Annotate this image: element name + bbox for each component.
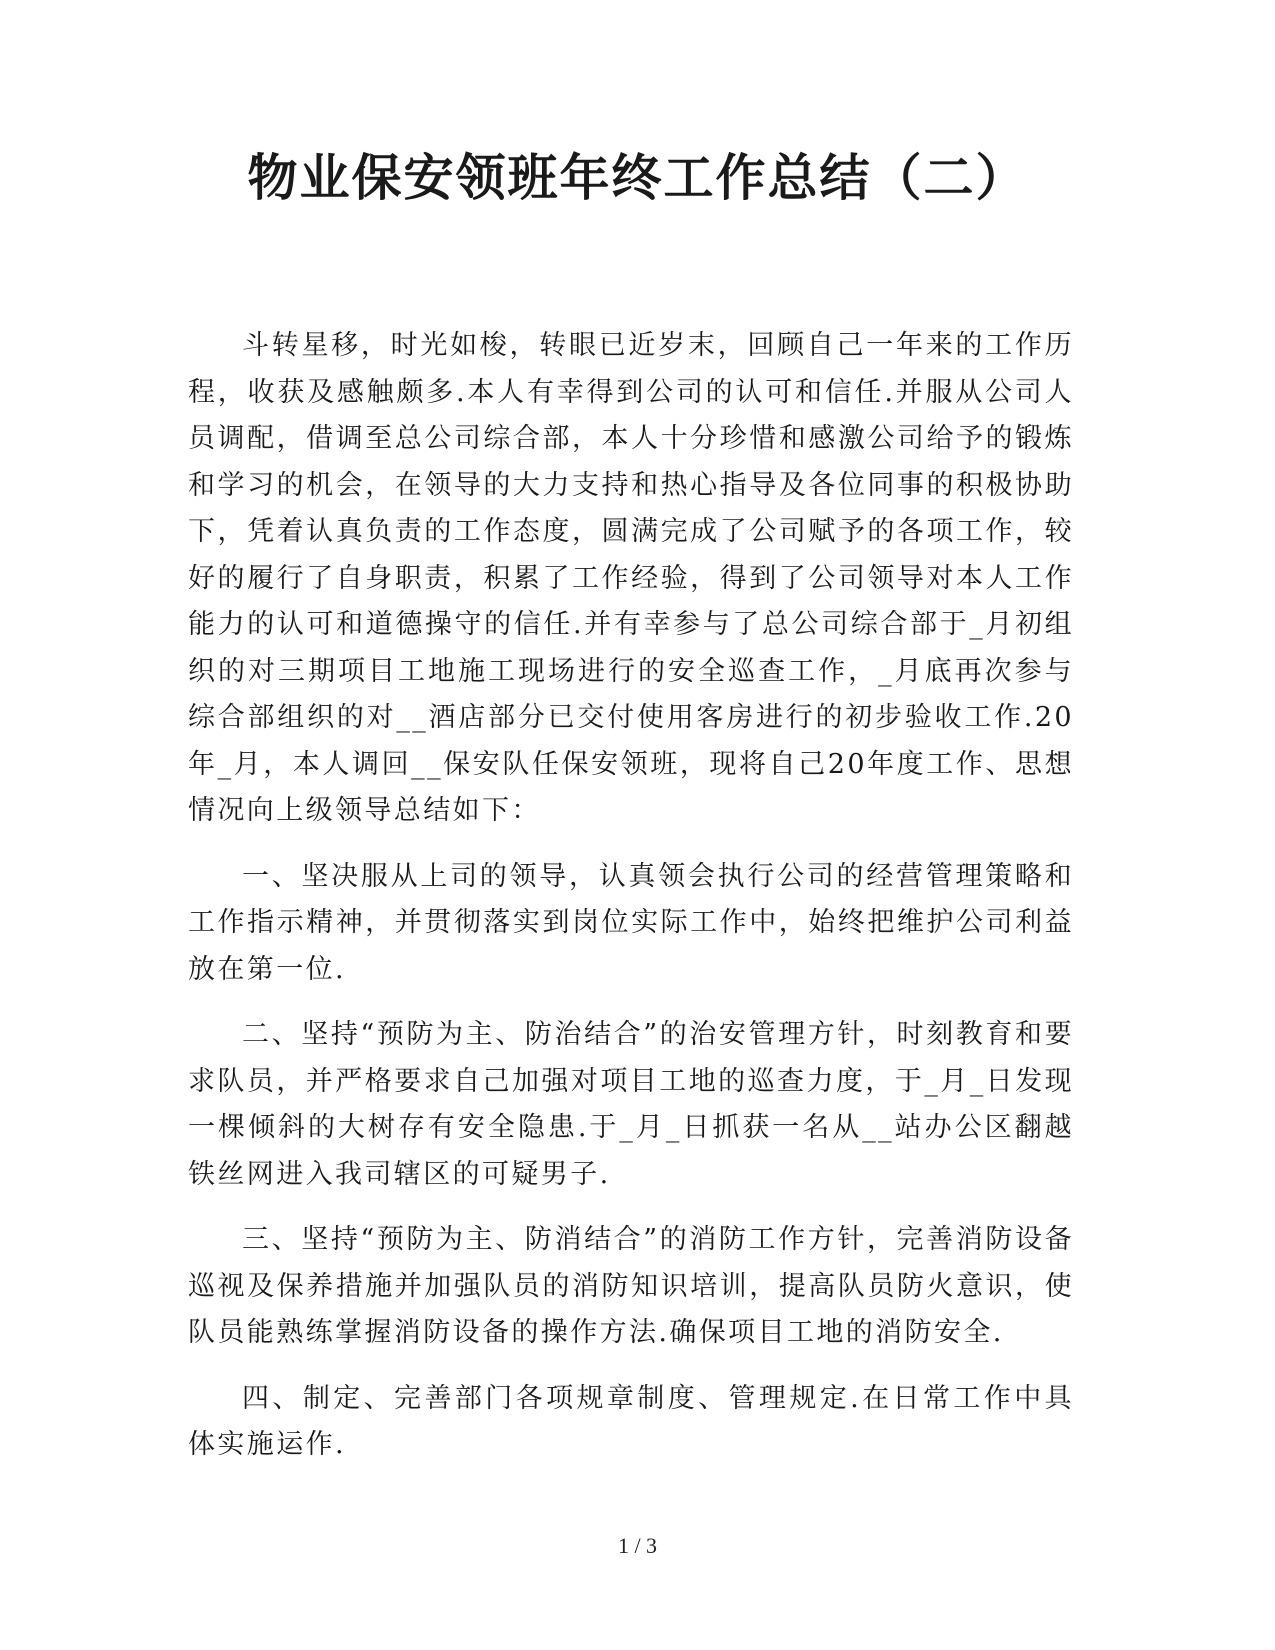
paragraph-intro: 斗转星移，时光如梭，转眼已近岁末，回顾自己一年来的工作历程，收获及感触颇多.本人有幸得到公司的认可和信任.并服从公司人员调配，借调至总公司综合部，本人十分珍惜和感激公司给予的锻炼和学习的机会，在领导的大力支持和热心指导及各位同事的积极协助下，凭着认真负责的工作态度，圆满完成了公司赋予的各项工作，较好的履行了自身职责，积累了工作经验，得到了公司领导对本人工作能力的认可和道德操守的信任.并有幸参与了总公司综合部于_月初组织的对三期项目工地施工现场进行的安全巡查工作，_月底再次参与综合部组织的对__酒店部分已交付使用客房进行的初步验收工作.20年_月，本人调回__保安队任保安领班，现将自己20年度工作、思想情况向上级领导总结如下：	[188, 330, 1074, 826]
document-title: 物业保安领班年终工作总结（二）	[247, 148, 1028, 207]
paragraph-item-1: 一、坚决服从上司的领导，认真领会执行公司的经营管理策略和工作指示精神，并贯彻落实到岗位实际工作中，始终把维护公司利益放在第一位.	[188, 860, 1074, 985]
paragraph-item-3: 三、坚持“预防为主、防消结合”的消防工作方针，完善消防设备巡视及保养措施并加强队员的消防知识培训，提高队员防火意识，使队员能熟练掌握消防设备的操作方法.确保项目工地的消防安全.	[188, 1224, 1074, 1348]
paragraph-item-2: 二、坚持“预防为主、防治结合”的治安管理方针，时刻教育和要求队员，并严格要求自己加强对项目工地的巡查力度，于_月_日发现一棵倾斜的大树存有安全隐患.于_月_日抓获一名从__站办公区翻越铁丝网进入我司辖区的可疑男子.	[188, 1019, 1074, 1190]
document-body	[188, 323, 1074, 1488]
page-number: 1 / 3	[617, 1533, 658, 1558]
paragraph-item-4: 四、制定、完善部门各项规章制度、管理规定.在日常工作中具体实施运作.	[188, 1382, 1074, 1460]
